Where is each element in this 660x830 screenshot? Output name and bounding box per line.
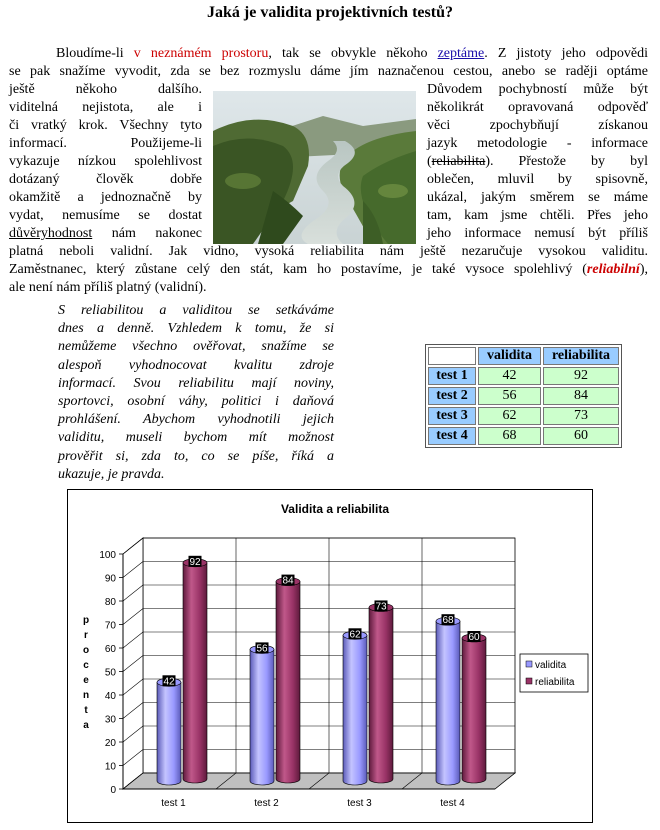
text-run: Bloudíme-li: [56, 46, 134, 61]
y-tick-label: 40: [104, 691, 116, 702]
data-label: 56: [256, 643, 268, 655]
para-line-13: [9, 261, 648, 279]
cell-reliabilita: 60: [543, 427, 619, 445]
legend-swatch-validita: [526, 661, 532, 667]
cell-reliabilita: 84: [543, 387, 619, 405]
bar-validita-test4: [436, 621, 460, 785]
quote-line: alespoň vyhodnocovat kvalitu zdroje: [58, 357, 334, 373]
cell-validita: 62: [478, 407, 541, 425]
x-tick-label: test 1: [161, 798, 186, 809]
strikethrough-term: reliabilita: [431, 154, 486, 169]
cell-reliabilita: 73: [543, 407, 619, 425]
para-left-line: informací. Použijeme-li: [9, 136, 202, 151]
cell-validita: 42: [478, 367, 541, 385]
bar-validita-test3: [343, 635, 367, 785]
y-tick-label: 10: [104, 761, 116, 773]
cell-validita: 56: [478, 387, 541, 405]
text-run: ). Přestože by byl: [485, 154, 648, 169]
y-axis-label-letter: p: [82, 615, 90, 626]
para-right-line: oblečen, mluvil by spisovně,: [427, 172, 648, 187]
row-label: test 2: [428, 387, 476, 405]
bar-validita-test1: [157, 682, 181, 785]
para-right-line: ukázal, jakým směrem se máme: [427, 190, 648, 205]
chart-container: [67, 489, 593, 823]
table-row: [428, 427, 619, 445]
data-label: 42: [163, 676, 175, 688]
para-left-line: ještě někoho dalšího.: [9, 82, 202, 97]
quote-line: validitu, museli bychom mít možnost: [58, 430, 334, 446]
text-run: ),: [639, 262, 648, 277]
para-line-2: se pak snažíme vyvodit, zda se bez rozmyslu dáme jím naznačenou cestou, anebo se raději optáme: [9, 64, 648, 79]
bar-chart: [68, 490, 592, 822]
y-tick-label: 60: [104, 644, 116, 655]
quote-line: prověřit si, zda to, co se píše, říká a: [58, 448, 334, 464]
underlined-term: důvěryhodnost: [9, 226, 93, 241]
cell-validita: 68: [478, 427, 541, 445]
y-tick-label: 50: [104, 667, 116, 679]
y-axis-label-letter: o: [82, 645, 90, 656]
y-axis-label-letter: t: [84, 705, 88, 716]
x-tick-label: test 4: [440, 798, 465, 809]
text-run: (: [427, 154, 432, 169]
data-label: 68: [442, 615, 454, 627]
table-header-reliabilita: reliabilita: [543, 347, 619, 365]
data-label: 73: [375, 601, 387, 613]
y-tick-label: 20: [104, 738, 116, 749]
data-label: 62: [349, 629, 361, 641]
bar-reliabilita-test1: [183, 563, 207, 783]
x-tick-label: test 3: [347, 798, 372, 809]
data-table: [425, 344, 622, 448]
para-left-line: okamžitě a jednoznačně by: [9, 190, 202, 205]
bar-reliabilita-test3: [369, 607, 393, 783]
y-axis-label-letter: e: [83, 675, 89, 686]
para-line-14: ale není nám příliš platný (validní).: [9, 280, 207, 295]
para-right-line: jazyk metodologie - informace: [427, 136, 648, 151]
chart-title: Validita a reliabilita: [280, 502, 390, 516]
table-header-validita: validita: [478, 347, 541, 365]
para-line-12: platná neboli validní. Jak vidno, vysoká reliabilita nám ještě nezaručuje vysokou validitu.: [9, 244, 648, 259]
para-left-line: viditelná nejistota, ale i: [9, 100, 202, 115]
table-header-row: [428, 347, 619, 365]
para-right-line: [427, 153, 648, 171]
table-corner-cell: [428, 347, 476, 365]
y-tick-label: 90: [104, 573, 116, 585]
data-label: 92: [189, 556, 201, 568]
para-left-line: vydat, nemusíme se dostat: [9, 208, 202, 223]
row-label: test 4: [428, 427, 476, 445]
y-tick-label: 0: [110, 785, 116, 796]
y-axis-label-letter: c: [83, 660, 89, 671]
para-left-line: dotázaný člověk dobře: [9, 172, 202, 187]
para-left-line: [9, 225, 202, 243]
quote-line: S reliabilitou a validitou se setkáváme: [58, 303, 334, 318]
legend-label-reliabilita: reliabilita: [535, 677, 575, 688]
river-landscape-photo: [213, 91, 416, 244]
y-tick-label: 30: [104, 714, 116, 726]
para-left-line: či vratký krok. Všechny tyto: [9, 118, 202, 133]
quote-line: informací. Svou reliabilitu mají noviny,: [58, 375, 334, 391]
link-zeptame[interactable]: zeptáme: [437, 46, 485, 61]
bar-reliabilita-test4: [462, 638, 486, 783]
y-tick-label: 80: [104, 597, 116, 608]
para-right-line: Důvodem pochybností může být: [427, 82, 648, 97]
bar-reliabilita-test2: [276, 582, 300, 783]
y-axis-label-letter: r: [84, 630, 88, 641]
bar-validita-test2: [250, 649, 274, 785]
para-right-line: věci zpochybňují získanou: [427, 118, 648, 133]
emphasis-term: reliabilní: [586, 262, 640, 277]
quote-line: ukazuje, je pravda.: [58, 466, 165, 482]
para-line-1: [9, 45, 648, 63]
x-tick-label: test 2: [254, 798, 279, 809]
quote-line: sportovci, osobní váhy, politici i daňová: [58, 394, 334, 410]
text-run: . Z jistoty jeho odpovědi: [484, 46, 649, 61]
para-right-line: tam, kam jsme chtěli. Přes jeho: [427, 208, 648, 223]
para-left-line: vykazuje nízkou spolehlivost: [9, 154, 202, 169]
para-right-line: několikrát opravovaná odpověď: [427, 100, 648, 115]
table-row: [428, 407, 619, 425]
y-tick-label: 70: [104, 620, 116, 632]
page-title: Jaká je validita projektivních testů?: [207, 4, 453, 21]
italic-quote: [58, 302, 334, 484]
text-run: Zaměstnanec, který zůstane celý den stát, kam ho postavíme, je také vysoce spolehlivý (: [9, 262, 587, 277]
para-right-line: jeho informace nemusí být příliš: [427, 226, 648, 241]
quote-line: dnes a denně. Vzhledem k tomu, že si: [58, 321, 334, 337]
legend-label-validita: validita: [535, 660, 567, 671]
text-run: nám nakonec: [92, 226, 202, 241]
row-label: test 1: [428, 367, 476, 385]
cell-reliabilita: 92: [543, 367, 619, 385]
highlight-phrase: v neznámém prostoru: [133, 46, 269, 61]
table-row: [428, 387, 619, 405]
data-label: 84: [282, 575, 294, 587]
row-label: test 3: [428, 407, 476, 425]
y-axis-label-letter: a: [83, 720, 89, 731]
y-tick-label: 100: [99, 550, 116, 561]
table-row: [428, 367, 619, 385]
data-label: 60: [468, 632, 480, 643]
legend-swatch-reliabilita: [526, 678, 532, 684]
quote-line: nemůžeme všechno ověřovat, snažíme se: [58, 339, 334, 355]
y-axis-label-letter: n: [82, 690, 90, 701]
quote-line: prohlášení. Abychom vyhodnotili jejich: [58, 412, 334, 428]
text-run: , tak se obvykle někoho: [268, 46, 438, 61]
